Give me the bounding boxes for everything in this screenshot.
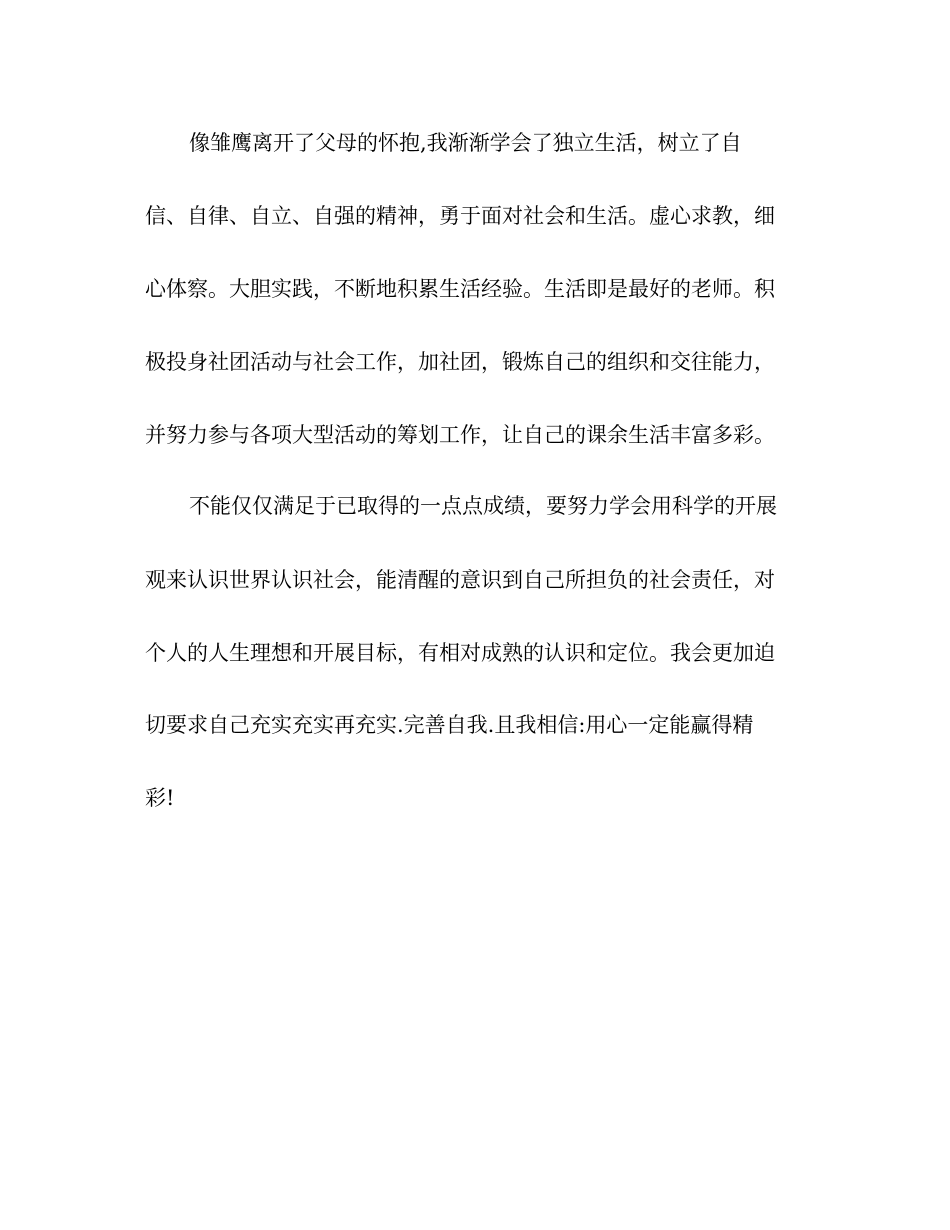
paragraph-line: 心体察。大胆实践，不断地积累生活经验。生活即是最好的老师。积	[145, 277, 775, 301]
paragraph-line: 个人的人生理想和开展目标，有相对成熟的认识和定位。我会更加迫	[145, 641, 775, 665]
paragraph-line: 极投身社团活动与社会工作，加社团，锻炼自己的组织和交往能力，	[145, 350, 775, 374]
paragraph-line: 彩!	[145, 786, 175, 810]
paragraph-line: 并努力参与各项大型活动的筹划工作，让自己的课余生活丰富多彩。	[145, 423, 775, 447]
paragraph-line: 不能仅仅满足于已取得的一点点成绩，要努力学会用科学的开展	[189, 494, 777, 518]
paragraph-line: 信、自律、自立、自强的精神，勇于面对社会和生活。虚心求教，细	[145, 204, 775, 228]
paragraph-line: 像雏鹰离开了父母的怀抱,我渐渐学会了独立生活，树立了自	[189, 131, 742, 155]
paragraph-line: 切要求自己充实充实再充实.完善自我.且我相信:用心一定能赢得精	[145, 713, 754, 737]
paragraph-line: 观来认识世界认识社会，能清醒的意识到自己所担负的社会责任，对	[145, 568, 775, 592]
